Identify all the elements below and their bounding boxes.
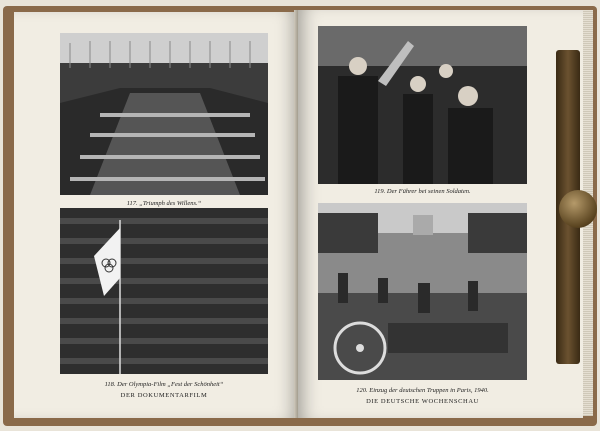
caption-118: 118. Der Olympia-Film „Fest der Schönheit“: [104, 381, 224, 388]
clasp-knob: [559, 190, 597, 228]
photo-paris: [318, 203, 527, 380]
right-page: [298, 10, 583, 418]
olympia-image: [60, 208, 268, 374]
caption-117: 117. „Triumph des Willens.“: [126, 200, 202, 207]
caption-119: 119. Der Führer bei seinen Soldaten.: [374, 188, 471, 195]
caption-120: 120. Einzug der deutschen Truppen in Paris, 1940.: [356, 387, 489, 394]
section-wochenschau: DIE DEUTSCHE WOCHENSCHAU: [366, 398, 479, 405]
soldiers-image: [318, 26, 527, 184]
photo-soldiers: [318, 26, 527, 184]
left-page: [14, 12, 298, 418]
photo-olympia: [60, 208, 268, 374]
rally-image: [60, 33, 268, 195]
paris-image: [318, 203, 527, 380]
section-dokumentarfilm: DER DOKUMENTARFILM: [120, 392, 208, 399]
photo-rally: [60, 33, 268, 195]
